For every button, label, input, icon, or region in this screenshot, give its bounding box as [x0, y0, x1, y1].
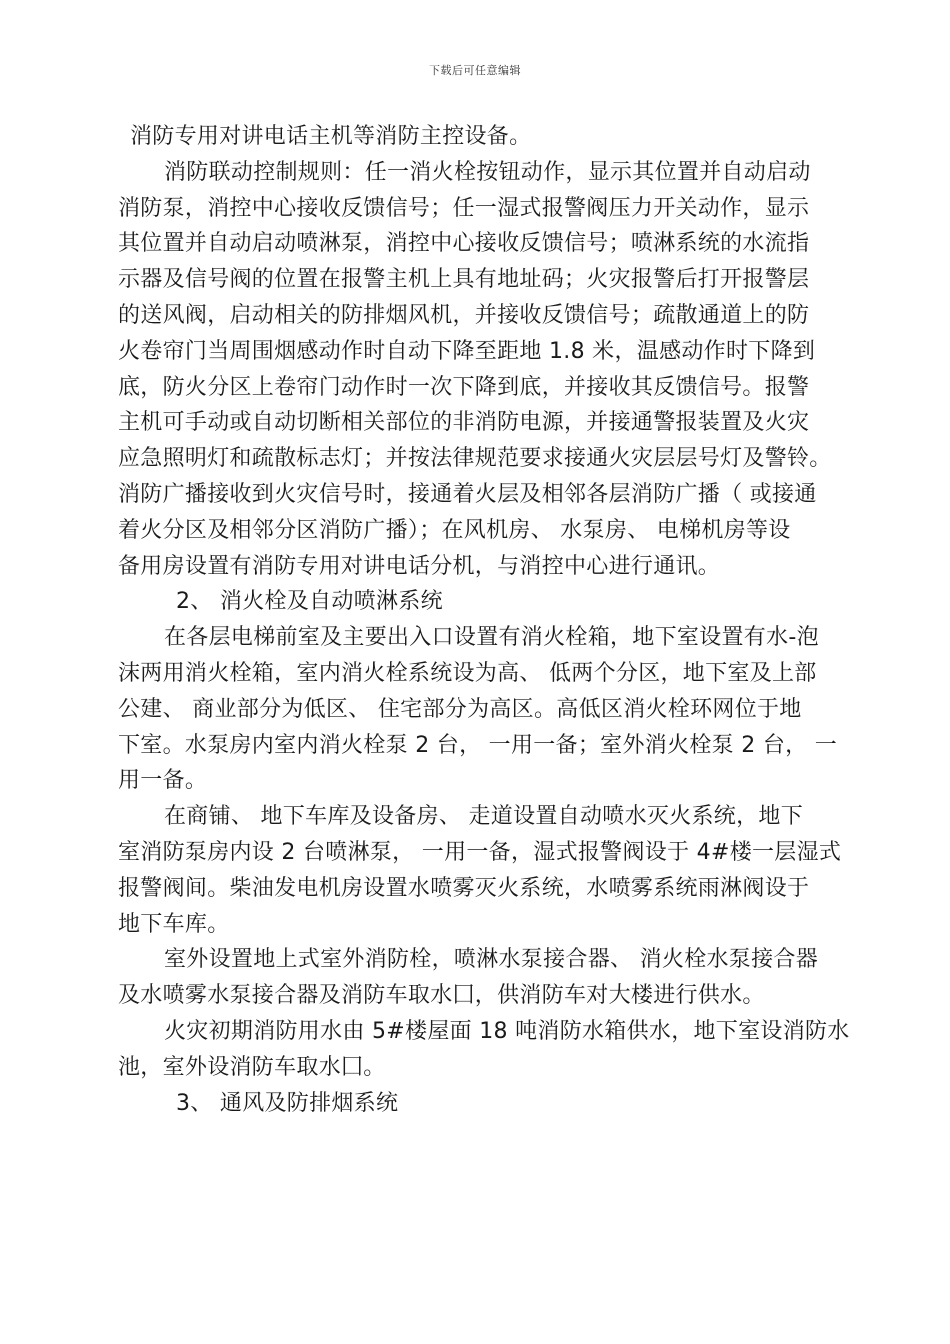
text-line: 下室。水泵房内室内消火栓泵 2 台， 一用一备；室外消火栓泵 2 台， 一	[118, 732, 838, 758]
paragraph-start: 消防联动控制规则：任一消火栓按钮动作，显示其位置并自动启动	[164, 159, 811, 185]
section-heading: 3、 通风及防排烟系统	[176, 1090, 399, 1116]
text-line: 用一备。	[118, 768, 208, 794]
text-line: 备用房设置有消防专用对讲电话分机，与消控中心进行通讯。	[118, 553, 721, 579]
text-line: 应急照明灯和疏散标志灯；并按法律规范要求接通火灾层层号灯及警铃。	[118, 446, 832, 472]
page-header: 下载后可任意编辑	[429, 64, 521, 77]
text-line: 着火分区及相邻分区消防广播）；在风机房、 水泵房、 电梯机房等设	[118, 517, 791, 543]
document-body	[118, 119, 854, 1121]
text-line: 消防泵，消控中心接收反馈信号；任一湿式报警阀压力开关动作，显示	[118, 195, 810, 221]
text-line: 示器及信号阀的位置在报警主机上具有地址码；火灾报警后打开报警层	[118, 267, 810, 293]
text-line: 公建、 商业部分为低区、 住宅部分为高区。高低区消火栓环网位于地	[118, 696, 802, 722]
paragraph-start: 在商铺、 地下车库及设备房、 走道设置自动喷水灭火系统，地下	[164, 804, 803, 830]
paragraph-start: 火灾初期消防用水由 5#楼屋面 18 吨消防水箱供水，地下室设消防水	[164, 1018, 850, 1044]
text-line: 消防专用对讲电话主机等消防主控设备。	[130, 124, 532, 149]
text-line: 报警阀间。柴油发电机房设置水喷雾灭火系统，水喷雾系统雨淋阀设于	[118, 875, 810, 901]
text-line: 室消防泵房内设 2 台喷淋泵， 一用一备，湿式报警阀设于 4#楼一层湿式	[118, 839, 842, 865]
text-line: 消防广播接收到火灾信号时，接通着火层及相邻各层消防广播（ 或接通	[118, 481, 817, 507]
text-line: 的送风阀，启动相关的防排烟风机，并接收反馈信号；疏散通道上的防	[118, 302, 810, 328]
paragraph-start: 室外设置地上式室外消防栓，喷淋水泵接合器、 消火栓水泵接合器	[164, 947, 818, 973]
text-line: 沫两用消火栓箱，室内消火栓系统设为高、 低两个分区，地下室及上部	[118, 660, 817, 686]
text-line: 池，室外设消防车取水囗。	[118, 1054, 386, 1080]
text-line: 及水喷雾水泵接合器及消防车取水囗，供消防车对大楼进行供水。	[118, 983, 765, 1009]
paragraph-start: 在各层电梯前室及主要出入口设置有消火栓箱，地下室设置有水-泡	[164, 625, 819, 651]
text-line: 火卷帘门当周围烟感动作时自动下降至距地 1.8 米，温感动作时下降到	[118, 338, 816, 364]
text-line: 主机可手动或自动切断相关部位的非消防电源，并接通警报装置及火灾	[118, 410, 810, 436]
text-line: 底，防火分区上卷帘门动作时一次下降到底，并接收其反馈信号。报警	[118, 374, 810, 400]
text-line: 其位置并自动启动喷淋泵，消控中心接收反馈信号；喷淋系统的水流指	[118, 231, 810, 257]
text-line: 地下车库。	[118, 911, 230, 937]
section-heading: 2、 消火栓及自动喷淋系统	[176, 589, 443, 615]
